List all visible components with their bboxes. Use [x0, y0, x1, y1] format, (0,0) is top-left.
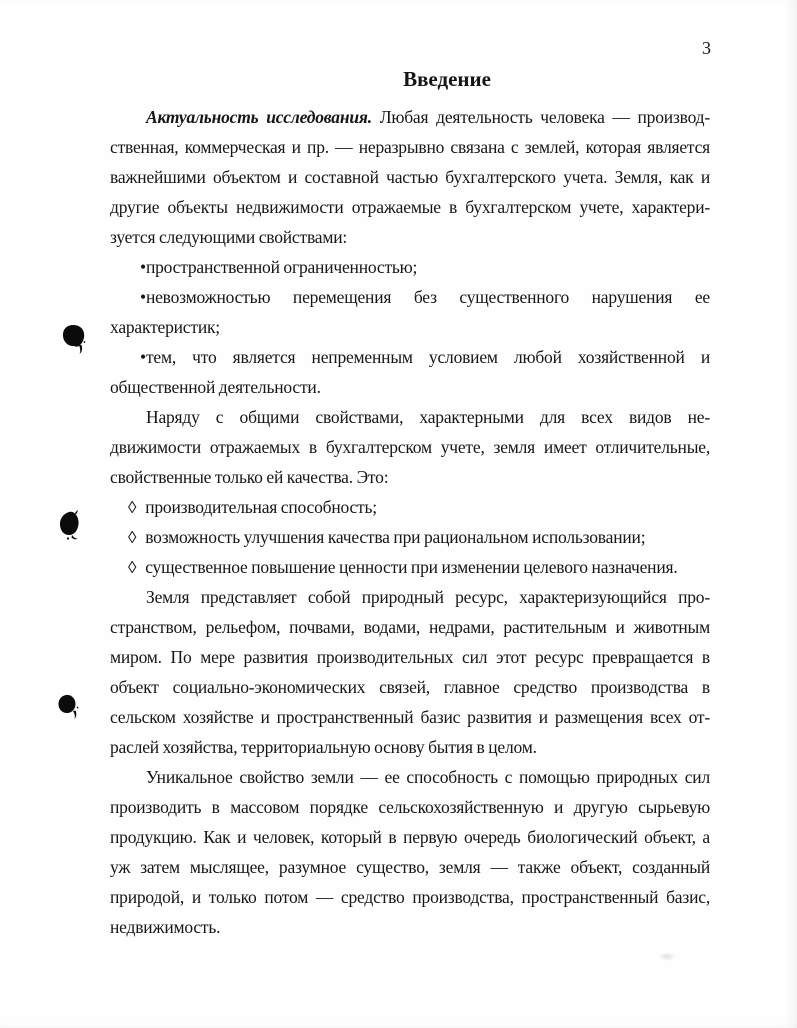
faint-smudge-artifact — [658, 952, 676, 961]
page-number: 3 — [702, 38, 711, 58]
intro-paragraph — [110, 102, 710, 252]
text-line: уж затем мыслящее, разумное существо, земля — также объект, созданный — [110, 857, 710, 877]
ink-blot-artifact-3 — [54, 690, 82, 724]
bullet-icon: • — [140, 287, 146, 307]
text-line: природой, и только потом — средство производства, пространственный базис, — [110, 887, 710, 907]
bullet-icon: • — [140, 347, 146, 367]
text-span: возможность улучшения качества при рациональном использовании; — [145, 527, 646, 547]
text-line: миром. По мере развития производительных сил этот ресурс превращается в — [110, 647, 710, 667]
list-item — [110, 342, 710, 372]
text-line: зуется следующими свойствами: — [110, 227, 348, 247]
text-line — [110, 102, 710, 132]
text-span: пространственной ограниченностью; — [145, 257, 418, 277]
text-line: другие объекты недвижимости отражаемые в бухгалтерском учете, характери- — [110, 197, 710, 217]
text-line: странством, рельефом, почвами, водами, недрами, растительным и животным — [110, 617, 710, 637]
text-line: раслей хозяйства, территориальную основу бытия в целом. — [110, 737, 537, 757]
document-title: Введение — [403, 67, 491, 91]
list-item — [110, 492, 710, 522]
lead-in-phrase: Актуальность исследования. — [146, 107, 372, 127]
diamond-bullet-icon: ◊ — [128, 558, 137, 577]
bullet-list — [110, 252, 710, 402]
text-span: Любая деятельность человека — производ- — [379, 107, 710, 127]
text-line: свойственные только ей качества. Это: — [110, 467, 389, 487]
text-line: Уникальное свойство земли — ее способность с помощью природных сил — [146, 767, 710, 787]
text-line: общественной деятельности. — [110, 377, 321, 397]
text-line: продукцию. Как и человек, который в первую очередь биологический объект, а — [110, 827, 710, 847]
properties-paragraph — [110, 402, 710, 492]
list-item — [110, 282, 710, 312]
diamond-bullet-icon: ◊ — [128, 498, 137, 517]
ink-blot-artifact-1 — [60, 322, 90, 358]
list-item — [110, 552, 710, 582]
bullet-icon: • — [140, 257, 146, 277]
text-line: важнейшими объектом и составной частью бухгалтерского учета. Земля, как и — [110, 167, 710, 187]
text-line: Земля представляет собой природный ресурс, характеризующийся про- — [146, 587, 710, 607]
text-line: ственная, коммерческая и пр. — неразрывно связана с землей, которая является — [110, 137, 710, 157]
list-item — [110, 522, 710, 552]
list-item — [110, 252, 710, 282]
text-line: Наряду с общими свойствами, характерными для всех видов не- — [146, 407, 710, 427]
diamond-list — [110, 492, 710, 582]
text-span: тем, что является непременным условием любой хозяйственной и — [145, 347, 710, 367]
text-span: производительная способность; — [145, 497, 377, 517]
text-line: производить в массовом порядке сельскохозяйственную и другую сырьевую — [110, 797, 710, 817]
text-span: существенное повышение ценности при изменении целевого назначения. — [145, 557, 678, 577]
text-line: движимости отражаемых в бухгалтерском учете, земля имеет отличительные, — [110, 437, 710, 457]
unique-property-paragraph — [110, 762, 710, 942]
text-span: невозможностью перемещения без существенного нарушения ее — [145, 287, 710, 307]
text-line: недвижимость. — [110, 917, 221, 937]
ink-blot-artifact-2 — [55, 508, 85, 550]
text-line: характеристик; — [110, 317, 220, 337]
land-resource-paragraph — [110, 582, 710, 762]
diamond-bullet-icon: ◊ — [128, 528, 137, 547]
page-body — [110, 64, 710, 942]
text-line: сельском хозяйстве и пространственный базис развития и размещения всех от- — [110, 707, 710, 727]
text-line: объект социально-экономических связей, главное средство производства в — [110, 677, 710, 697]
